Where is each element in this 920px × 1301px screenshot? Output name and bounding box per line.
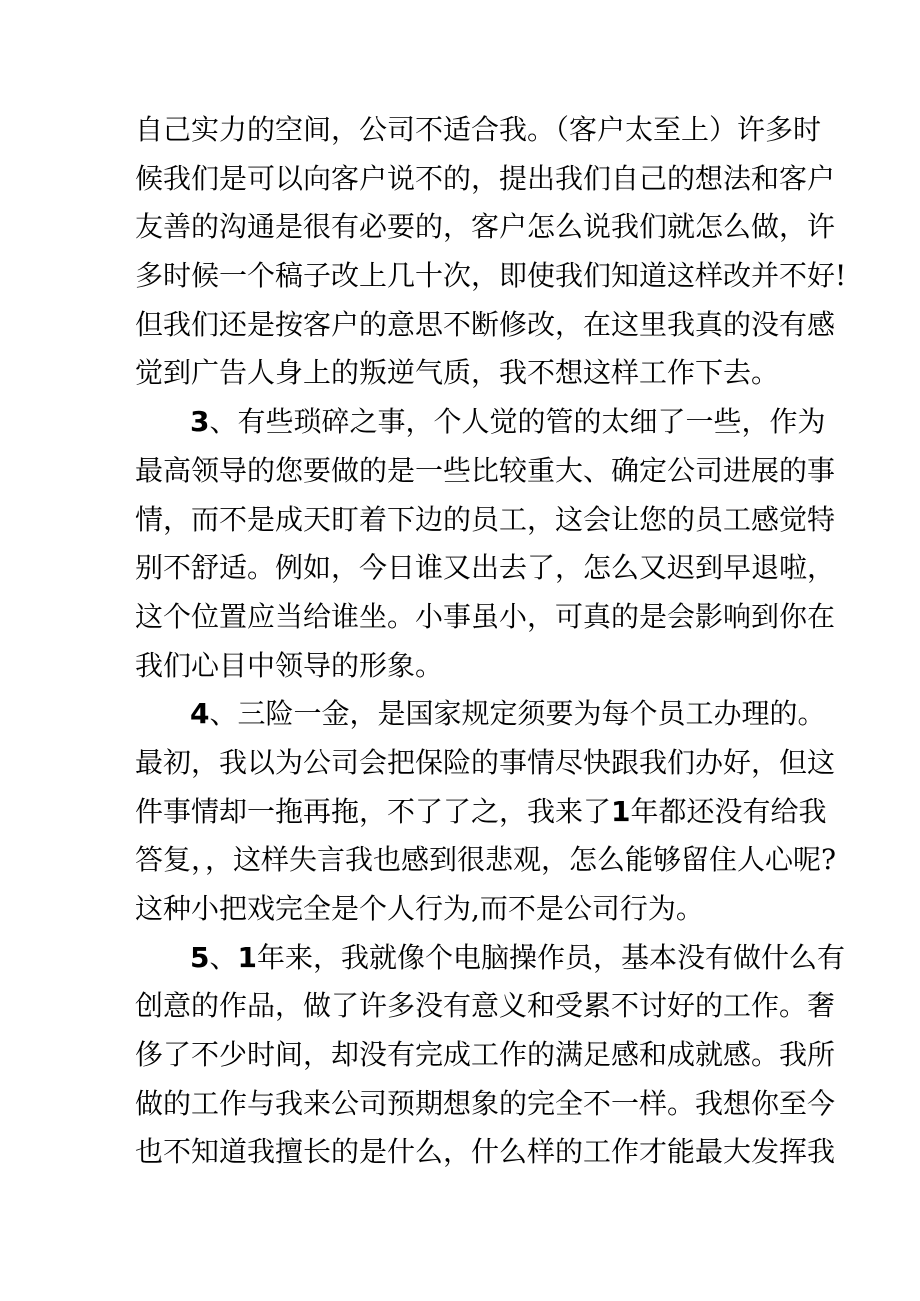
text-line: 自己实力的空间，公司不适合我。（客户太至上）许多时 xyxy=(135,113,822,146)
text-line: 觉到广告人身上的叛逆气质，我不想这样工作下去。 xyxy=(135,356,780,390)
text-line: 友善的沟通是很有必要的，客户怎么说我们就怎么做，许 xyxy=(135,210,836,244)
text-line: 侈了不少时间，却没有完成工作的满足感和成就感。我所 xyxy=(135,1038,836,1072)
item-number: 4 xyxy=(190,697,210,731)
text-line: 最高领导的您要做的是一些比较重大、确定公司进展的事 xyxy=(135,453,836,487)
text-line: 这种小把戏完全是个人行为,而不是公司行为。 xyxy=(135,892,704,925)
text-line: 创意的作品，做了许多没有意义和受累不讨好的工作。奢 xyxy=(135,989,836,1023)
inline-number: 1 xyxy=(237,940,257,974)
text-line: 最初，我以为公司会把保险的事情尽快跟我们办好，但这 xyxy=(135,745,836,779)
text-segment: 、 xyxy=(209,940,238,974)
paragraph-3-first-line xyxy=(135,398,826,447)
text-line: 答复，，这样失言我也感到很悲观，怎么能够留住人心呢? xyxy=(135,843,837,877)
text-line: 别不舒适。例如，今日谁又出去了，怎么又迟到早退啦， xyxy=(135,551,836,585)
paragraph-5-first-line xyxy=(135,934,845,983)
item-number: 3 xyxy=(190,405,210,439)
text-line: 也不知道我擅长的是什么，什么样的工作才能最大发挥我 xyxy=(135,1135,836,1169)
text-line: 这个位置应当给谁坐。小事虽小，可真的是会影响到你在 xyxy=(135,599,836,633)
text-line: 我们心目中领导的形象。 xyxy=(135,648,444,682)
text-segment: 、有些琐碎之事，个人觉的管的太细了一些，作为 xyxy=(209,405,826,439)
item-number: 5 xyxy=(190,940,210,974)
text-line: 多时候一个稿子改上几十次，即使我们知道这样改并不好! xyxy=(135,259,847,293)
text-line xyxy=(135,788,827,837)
body-text xyxy=(135,106,847,1177)
text-segment: 、三险一金，是国家规定须要为每个员工办理的。 xyxy=(209,697,826,731)
text-line: 候我们是可以向客户说不的，提出我们自己的想法和客户 xyxy=(135,161,836,195)
text-segment: 年来，我就像个电脑操作员，基本没有做什么有 xyxy=(256,940,845,974)
inline-number: 1 xyxy=(611,794,631,828)
text-line: 情，而不是成天盯着下边的员工，这会让您的员工感觉特 xyxy=(135,502,836,536)
text-line: 做的工作与我来公司预期想象的完全不一样。我想你至今 xyxy=(135,1086,836,1120)
paragraph-4-first-line xyxy=(135,690,826,739)
text-segment: 件事情却一拖再拖，不了了之，我来了 xyxy=(135,794,612,828)
text-segment: 年都还没有给我 xyxy=(630,794,827,828)
text-line: 但我们还是按客户的意思不断修改，在这里我真的没有感 xyxy=(135,307,836,341)
